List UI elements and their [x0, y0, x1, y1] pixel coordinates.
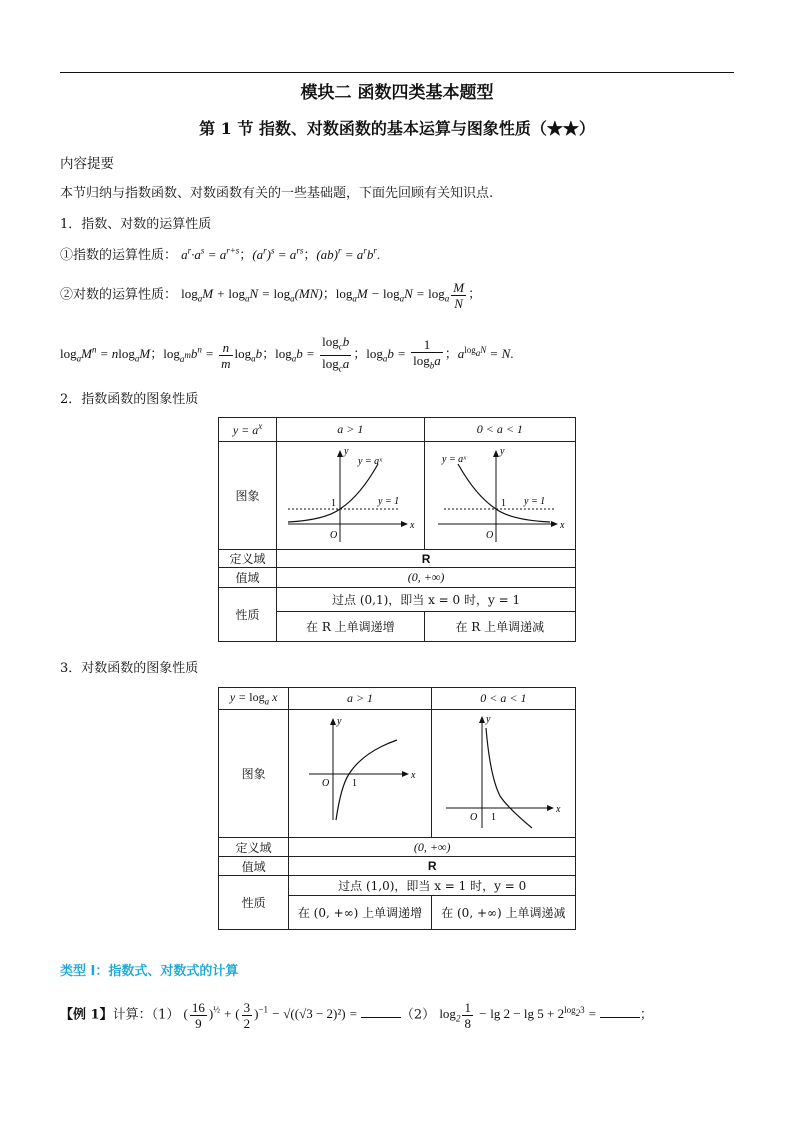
exp-rule-formulas: $a^r\cdot a^s = a^{r+s}$；$(a^r)^s = a^{rs}$；$(ab)^r = a^rb^r$.	[181, 245, 381, 262]
log-function-table	[218, 687, 576, 930]
log-graph-decreasing-cell	[431, 710, 575, 838]
part1-heading: 1．指数、对数的运算性质	[60, 217, 212, 232]
exp-prop-decreasing: 在 R 上单调递减	[424, 612, 575, 642]
log-graph-decreasing	[438, 710, 568, 834]
exp-row-prop-label: 性质	[219, 588, 277, 642]
part3-heading: 3．对数函数的图象性质	[60, 661, 199, 676]
log-header-a-lt-1: 0 < a < 1	[431, 688, 575, 710]
exp-graph-decreasing-cell	[424, 442, 575, 550]
intro-paragraph: 本节归纳与指数函数、对数函数有关的一些基础题，下面先回顾有关知识点.	[60, 186, 494, 201]
part2-heading: 2．指数函数的图象性质	[60, 392, 199, 407]
exp-dec-y1-label: y = 1	[523, 496, 545, 507]
log-rule-formulas-1: $\log_aM + \log_aN = \log_a(MN)$；$\log_aM - \log_aN = \log_a$ $\frac{M}{N}$ ；	[181, 280, 482, 311]
log-inc-x-label: x	[411, 770, 416, 781]
section-title: 第 1 节 指数、对数函数的基本运算与图象性质（★★）	[199, 119, 595, 138]
log-prop-common: 过点 (1,0)，即当 x = 1 时，y = 0	[289, 876, 576, 896]
exp-graph-increasing-cell	[277, 442, 425, 550]
exp-inc-curve-label: y = aˣ	[358, 456, 383, 467]
exp-dec-origin-label: O	[485, 530, 494, 541]
type1-heading: 类型 I：指数式、对数式的计算	[60, 964, 239, 979]
log-domain-value: (0, +∞)	[289, 838, 576, 857]
example1-q2-label: （2）	[400, 1007, 436, 1023]
log-inc-one-label: 1	[352, 778, 358, 789]
log-header-a-gt-1: a > 1	[289, 688, 431, 710]
exp-function-table	[218, 417, 576, 642]
exp-dec-one-label: 1	[500, 498, 506, 509]
exp-table-corner: $y = a^x$	[219, 418, 277, 442]
exp-dec-y-label: y	[499, 446, 505, 457]
log-dec-y-label: y	[486, 714, 491, 725]
log-table-corner: $y = \log_a x$	[219, 688, 289, 710]
exp-rules	[60, 244, 380, 263]
example1-q2-blank[interactable]	[600, 1005, 640, 1018]
exp-graph-decreasing	[430, 442, 570, 546]
example1	[60, 1000, 653, 1031]
example1-trailing: ；	[639, 1007, 653, 1023]
log-range-value: R	[289, 857, 576, 876]
exp-dec-x-label: x	[559, 520, 565, 531]
log-row-prop-label: 性质	[219, 876, 289, 930]
exp-header-a-lt-1: 0 < a < 1	[424, 418, 575, 442]
log-inc-y-label: y	[337, 716, 342, 727]
exp-graph-increasing	[280, 442, 420, 546]
exp-domain-value: R	[277, 550, 576, 568]
log-rules-row1	[60, 280, 481, 311]
exp-inc-y-label: y	[344, 446, 349, 457]
exp-inc-one-label: 1	[331, 498, 337, 509]
log-row-graph-label: 图象	[219, 710, 289, 838]
example1-text: 计算：	[112, 1007, 152, 1023]
log-graph-increasing-cell	[289, 710, 431, 838]
exp-dec-curve-label: y = aˣ	[441, 454, 466, 465]
exp-inc-origin-label: O	[330, 530, 338, 541]
log-row-range-label: 值域	[219, 857, 289, 876]
exp-prop-increasing: 在 R 上单调递增	[277, 612, 425, 642]
log-rules-label: ②对数的运算性质：	[60, 287, 178, 303]
log-dec-one-label: 1	[491, 812, 497, 823]
log-rule-formulas-2: $\log_aM^n = nlog_aM$；$\log_{a^m}b^n$ = $\frac{n}{m}$ $\log_ab$；$\log_ab$ = $\frac{\log_cb}{\log_ca}$ ；$\log_ab$ = $\frac{1}{\log_ba}$ ；$a^{log_aN} = N$.	[60, 334, 514, 374]
top-rule	[60, 72, 734, 73]
intro-heading: 内容提要	[60, 156, 114, 172]
module-title: 模块二 函数四类基本题型	[300, 83, 494, 103]
log-inc-origin-label: O	[322, 778, 330, 789]
example1-q1-blank[interactable]	[361, 1005, 401, 1018]
exp-row-graph-label: 图象	[219, 442, 277, 550]
exp-row-range-label: 值域	[219, 568, 277, 588]
example1-q2-expression: $\log_2$ $\frac{1}{8}$ − $\lg 2 - \lg 5 + 2^{log_23}$ =	[439, 1000, 600, 1031]
example1-q1-label: （1）	[151, 1007, 180, 1023]
example1-q1-expression: ( $\frac{16}{9}$ )$^{\frac{1}{2}}$ + ( $\frac{3}{2}$ )$^{-1}$ − √((√3 − 2)²) =	[183, 1000, 361, 1031]
exp-prop-common: 过点 (0,1)，即当 x = 0 时，y = 1	[277, 588, 576, 612]
exp-inc-y1-label: y = 1	[378, 496, 400, 507]
exp-row-domain-label: 定义域	[219, 550, 277, 568]
log-prop-increasing: 在 (0, +∞) 上单调递增	[289, 896, 431, 930]
exp-inc-x-label: x	[410, 520, 415, 531]
log-dec-x-label: x	[556, 804, 561, 815]
log-graph-increasing	[295, 710, 425, 834]
log-row-domain-label: 定义域	[219, 838, 289, 857]
exp-rules-label: ①指数的运算性质：	[60, 248, 178, 263]
log-prop-decreasing: 在 (0, +∞) 上单调递减	[431, 896, 575, 930]
example1-label: 【例 1】	[60, 1007, 113, 1023]
exp-header-a-gt-1: a > 1	[277, 418, 425, 442]
log-dec-origin-label: O	[470, 812, 478, 823]
log-rules-row2	[60, 334, 514, 376]
exp-range-value: (0, +∞)	[277, 568, 576, 588]
